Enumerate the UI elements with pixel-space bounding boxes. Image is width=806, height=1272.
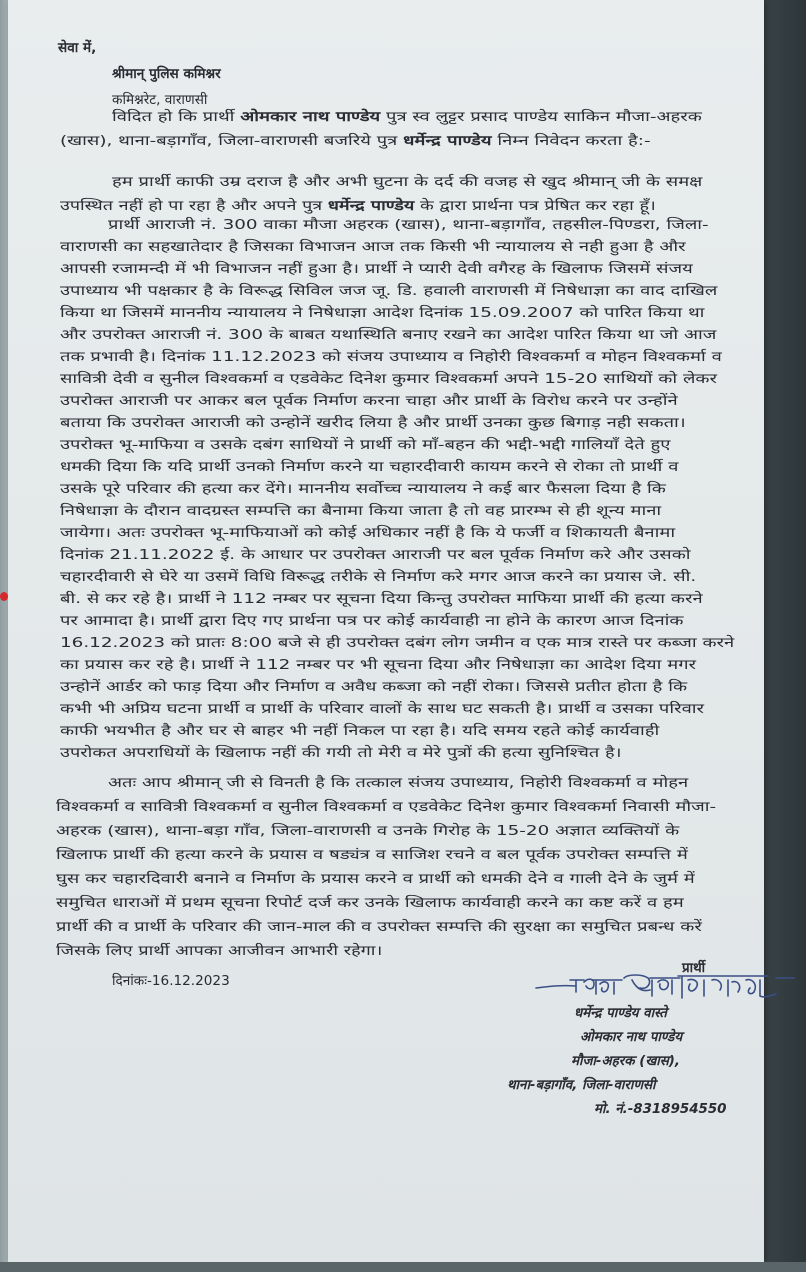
paragraph-2-line: आपसी रजामन्दी में भी विभाजन नहीं हुआ है। प्रार्थी ने प्यारी देवी वगैरह के खिलाफ जिसमें संजय (60, 261, 693, 277)
bold-name: धर्मेन्द्र पाण्डेय (327, 198, 415, 214)
paragraph-2-line: उपरोकत अपराधियों के खिलाफ नहीं की गयी तो मेरी व मेरे पुत्रों की हत्या सुनिश्चित है। (60, 745, 622, 761)
paragraph-2-line: कभी भी अप्रिय घटना प्रार्थी व प्रार्थी के परिवार वालों के साथ घट सकती है। प्रार्थी व उसका परिवार (60, 701, 705, 717)
paragraph-2-line: 16.12.2023 को प्रातः 8:00 बजे से ही उपरोक्त दबंग लोग जमीन व एक मात्र रास्ते पर कब्जा करने (60, 635, 735, 651)
signoff-line-3: मौजा-अहरक (खास), (571, 1054, 681, 1069)
bold-name: धर्मेन्द्र पाण्डेय (403, 133, 492, 149)
recipient-title: श्रीमान् पुलिस कमिश्नर (112, 66, 221, 82)
paragraph-3-line: जिसके लिए प्रार्थी आपका आजीवन आभारी रहेगा। (56, 943, 383, 959)
date-line: दिनांकः-16.12.2023 (112, 973, 230, 989)
paragraph-2-line: पर आमादा है। प्रार्थी द्वारा दिए गए प्रार्थना पत्र पर कोई कार्यवाही ना होने के कारण आज दिनांक (60, 613, 684, 629)
text-segment: (खास), थाना-बड़ागाँव, जिला-वाराणसी बजरिये पुत्र (60, 133, 404, 149)
recipient-office: कमिश्नरेट, वाराणसी (112, 92, 208, 108)
text-segment: निम्न निवेदन करता है:- (491, 133, 651, 149)
paragraph-3-line: समुचित धाराओं में प्रथम सूचना रिपोर्ट दर्ज कर उनके खिलाफ कार्यवाही करने का कष्ट करें व हम (56, 895, 684, 911)
paragraph-2-line: का प्रयास कर रहे है। प्रार्थी ने 112 नम्बर पर भी सूचना दिया और निषेधाज्ञा का आदेश दिया मगर (60, 657, 697, 673)
paragraph-2-line: उपरोक्त आराजी पर आकर बल पूर्वक निर्माण करना चाहा और प्रार्थी के विरोध करने पर उन्होंने (60, 393, 678, 409)
paragraph-2-line: जायेगा। अतः उपरोक्त भू-माफियाओं को कोई अधिकार नहीं है कि ये फर्जी व शिकायती बैनामा (60, 525, 676, 541)
paragraph-2-line: तक प्रभावी है। दिनांक 11.12.2023 को संजय उपाध्याय व निहोरी विश्वकर्मा व मोहन विश्वकर्मा व (60, 349, 722, 365)
paragraph-2-line: उपाध्याय भी पक्षकार है के विरूद्ध सिविल जज जू. डि. हवाली वाराणसी में निषेधाज्ञा का वाद दाखिल (60, 283, 718, 299)
paragraph-2-line: बी. से कर रहे है। प्रार्थी ने 112 नम्बर पर सूचना दिया किन्तु उपरोक्त माफिया प्रार्थी की हत्या करने (60, 591, 703, 607)
salutation: सेवा में, (58, 40, 97, 56)
text-segment: हम प्रार्थी काफी उम्र दराज है और अभी घुटना के दर्द की वजह से खुद श्रीमान् जी के समक्ष (112, 174, 703, 190)
paragraph-2-line: किया था जिसमें माननीय न्यायालय ने निषेधाज्ञा आदेश दिनांक 15.09.2007 को पारित किया था (60, 305, 705, 321)
paragraph-2-line: सावित्री देवी व सुनील विश्वकर्मा व एडवेकेट दिनेश कुमार विश्वकर्मा अपने 15-20 साथियों को लेकर (60, 371, 718, 387)
paragraph-2-line: और उपरोक्त आराजी नं. 300 के बाबत यथास्थिति बनाए रखने का आदेश पारित किया था जो आज (60, 327, 717, 343)
text-segment: उपस्थित नहीं हो पा रहा है और अपने पुत्र (60, 198, 328, 214)
paragraph-2-line: चहारदीवारी से घेरे या उसमें विधि विरूद्ध तरीके से निर्माण करे मगर आज करने का प्रयास जे. सी. (60, 569, 697, 585)
paragraph-2-line: निषेधाज्ञा के दौरान वादग्रस्त सम्पत्ति का बैनामा किया जाता है तो वह प्रारम्भ से ही शून्य माना (60, 503, 662, 519)
letter-sheet (8, 0, 764, 1262)
intro-line (112, 106, 702, 128)
paragraph-2-line: काफी भयभीत है और घर से बाहर भी नहीं निकल पा रहा है। यदि समय रहते कोई कार्यवाही (60, 723, 660, 739)
surface-edge (0, 1262, 806, 1272)
paragraph-3-line: प्रार्थी की व प्रार्थी के परिवार की जान-माल की व उपरोक्त सम्पत्ति की सुरक्षा का समुचित प्रबन्ध करें (56, 919, 702, 935)
paragraph-3-line: घुस कर चहारदिवारी बनाने व निर्माण के प्रयास करने व प्रार्थी को धमकी देने व गाली देने के जुर्म में (56, 871, 695, 887)
signoff-line-2: ओमकार नाथ पाण्डेय (580, 1030, 683, 1045)
text-segment: के द्वारा प्रार्थना पत्र प्रेषित कर रहा हूँ। (414, 198, 656, 214)
paragraph-2-line: धमकी दिया कि यदि प्रार्थी उनको निर्माण करने या चहारदीवारी कायम करने से रोका तो प्रार्थी व (60, 459, 679, 475)
signoff-phone: मो. नं.-8318954550 (594, 1102, 727, 1117)
handwritten-signature (532, 966, 804, 1018)
intro-line (60, 130, 651, 152)
signoff-line-1: धर्मेन्द्र पाण्डेय वास्ते (574, 1006, 667, 1021)
paragraph-3-line: अतः आप श्रीमान् जी से विनती है कि तत्काल संजय उपाध्याय, निहोरी विश्वकर्मा व मोहन (108, 775, 689, 791)
text-segment: विदित हो कि प्रार्थी (112, 109, 241, 125)
para1-line (112, 171, 702, 193)
paragraph-3-line: खिलाफ प्रार्थी की हत्या करने के प्रयास व षड्यंत्र व साजिश रचने व बल पूर्वक उपरोक्त सम्पत्ति में (56, 847, 688, 863)
paragraph-2-line: बताया कि उपरोक्त आराजी को उन्होनें खरीद लिया है और प्रार्थी उनका कुछ बिगाड़ नही सकता। (60, 415, 686, 431)
paragraph-2-line: उन्होनें आर्डर को फाड़ दिया और निर्माण व अवैध कब्जा को नहीं रोका। जिससे प्रतीत होता है कि (60, 679, 688, 695)
paragraph-2-line: दिनांक 21.11.2022 ई. के आधार पर उपरोक्त आराजी पर बल पूर्वक निर्माण करे और उसको (60, 547, 691, 563)
text-segment: पुत्र स्व लुट्टर प्रसाद पाण्डेय साकिन मौजा-अहरक (380, 109, 702, 125)
paragraph-2-line: उपरोक्त भू-माफिया व उसके दबंग साथियों ने प्रार्थी को माँ-बहन की भद्दी-भद्दी गालियाँ देते हुए (60, 437, 671, 453)
paragraph-2-line: वाराणसी का सहखातेदार है जिसका विभाजन आज तक किसी भी न्यायालय से नही हुआ है और (60, 239, 686, 255)
paragraph-2-line: प्रार्थी आराजी नं. 300 वाका मौजा अहरक (खास), थाना-बड़ागाँव, तहसील-पिण्डरा, जिला- (108, 217, 709, 233)
red-ink-mark (0, 592, 8, 601)
signoff-line-4: थाना-बड़ागाँव, जिला-वाराणसी (507, 1078, 656, 1093)
applicant-label: प्रार्थी (682, 961, 706, 976)
paragraph-2-line: उसके पूरे परिवार की हत्या कर देंगे। माननीय सर्वोच्च न्यायालय ने कई बार फैसला दिया है कि (60, 481, 666, 497)
bold-name: ओमकार नाथ पाण्डेय (240, 109, 381, 125)
paragraph-3-line: विश्वकर्मा व सावित्री विश्वकर्मा व सुनील विश्वकर्मा व एडवेकेट दिनेश कुमार विश्वकर्मा निवासी मौजा- (56, 799, 717, 815)
paragraph-3-line: अहरक (खास), थाना-बड़ा गाँव, जिला-वाराणसी व उनके गिरोह के 15-20 अज्ञात व्यक्तियों के (56, 823, 680, 839)
